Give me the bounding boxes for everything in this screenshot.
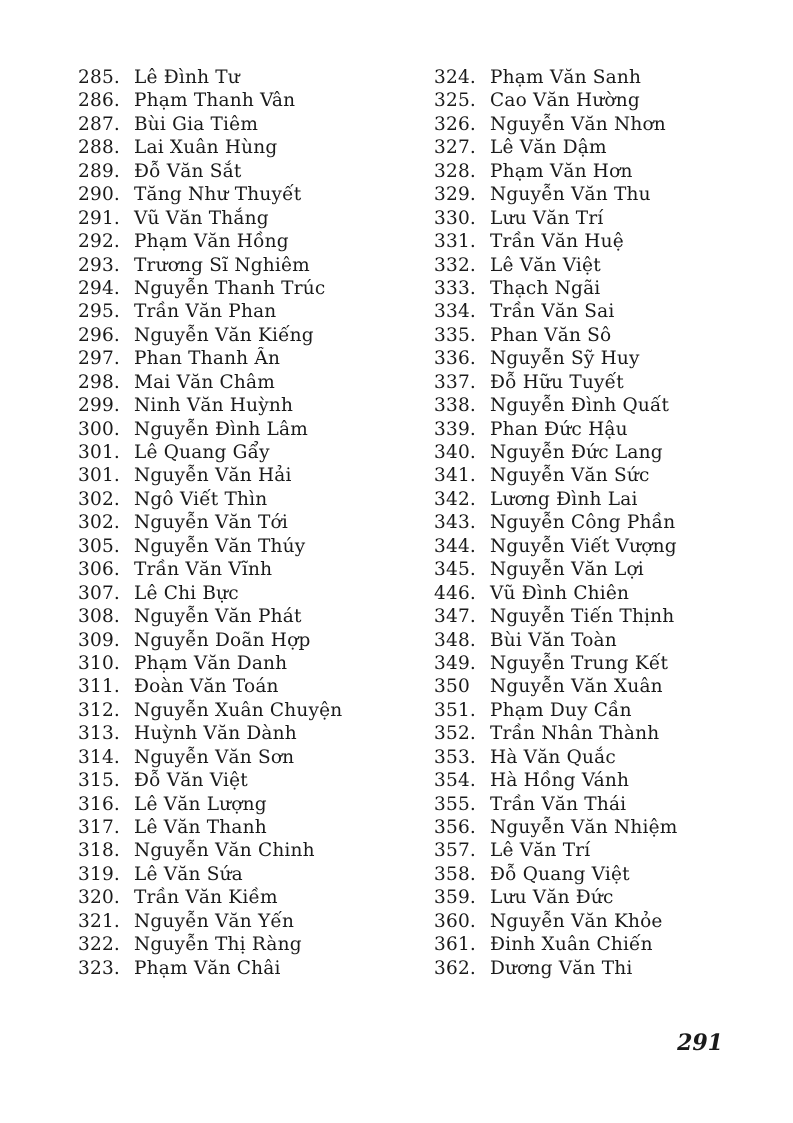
entry-number: 329. [434,184,476,206]
entry-number: 314. [78,746,120,768]
list-item [434,441,754,464]
list-item [78,933,408,956]
entry-number: 288. [78,137,120,159]
list-item [78,699,408,722]
entry-name: Phan Văn Sô [490,324,612,346]
entry-number: 308. [78,606,120,628]
entry-name: Đỗ Quang Việt [490,863,630,885]
list-item [434,957,754,980]
entry-name: Trần Văn Phan [134,301,277,323]
entry-name: Nguyễn Xuân Chuyện [134,699,343,721]
list-item [434,793,754,816]
entry-name: Hà Hồng Vánh [490,770,630,792]
entry-name: Nguyễn Thị Ràng [134,934,302,956]
list-item [434,535,754,558]
list-item [78,910,408,933]
entry-number: 348. [434,629,476,651]
list-item [434,66,754,89]
list-item [78,324,408,347]
entry-name: Phạm Thanh Vân [134,90,296,112]
list-item [78,230,408,253]
entry-number: 341. [434,465,476,487]
entry-name: Phạm Văn Hơn [490,160,633,182]
list-item [78,652,408,675]
list-item [434,183,754,206]
entry-number: 343. [434,512,476,534]
entry-name: Nguyễn Văn Chinh [134,840,315,862]
entry-name: Nguyễn Doãn Hợp [134,629,311,651]
list-item [78,207,408,230]
entry-number: 301. [78,465,120,487]
entry-number: 292. [78,231,120,253]
entry-number: 300. [78,418,120,440]
entry-name: Thạch Ngãi [490,277,601,299]
list-item [434,511,754,534]
entry-name: Lê Quang Gẩy [134,442,270,463]
entry-number: 312. [78,699,120,721]
entry-name: Lê Văn Việt [490,254,601,276]
entry-number: 350 [434,676,470,698]
entry-number: 362. [434,957,476,979]
list-item [434,488,754,511]
entry-name: Trần Văn Thái [490,793,627,815]
list-item [78,371,408,394]
entry-name: Nguyễn Văn Kiếng [134,324,314,346]
list-item [78,675,408,698]
entry-number: 340. [434,442,476,463]
entry-number: 309. [78,629,120,651]
entry-number: 328. [434,160,476,182]
list-item [434,582,754,605]
entry-name: Nguyễn Văn Lợi [490,559,644,581]
list-item [434,418,754,441]
entry-name: Nguyễn Văn Tới [134,512,288,534]
entry-name: Hà Văn Quắc [490,746,616,768]
entry-number: 344. [434,535,476,557]
list-item [78,347,408,370]
entry-number: 325. [434,90,476,112]
entry-number: 358. [434,863,476,885]
name-list-right [434,66,754,980]
list-item [434,652,754,675]
entry-number: 305. [78,535,120,557]
list-item [78,535,408,558]
entry-number: 355. [434,793,476,815]
entry-number: 318. [78,840,120,862]
entry-name: Đỗ Văn Sắt [134,160,242,182]
list-item [434,254,754,277]
list-item [434,136,754,159]
entry-name: Bùi Văn Toàn [490,629,617,651]
list-item [434,347,754,370]
entry-name: Lê Văn Thanh [134,817,267,838]
entry-name: Phạm Văn Hồng [134,231,289,253]
list-item [78,863,408,886]
list-item [78,511,408,534]
entry-number: 320. [78,887,120,909]
entry-name: Đỗ Văn Việt [134,770,248,792]
list-item [78,183,408,206]
entry-name: Trần Văn Sai [490,301,615,323]
list-item [78,488,408,511]
entry-number: 351. [434,699,476,721]
list-item [78,793,408,816]
entry-name: Lê Văn Trí [490,840,591,862]
list-item [78,418,408,441]
entry-number: 302. [78,488,120,510]
entry-number: 359. [434,887,476,909]
list-item [434,300,754,323]
list-item [434,910,754,933]
list-item [78,277,408,300]
list-item [434,371,754,394]
entry-name: Phan Đức Hậu [490,418,628,440]
entry-name: Nguyễn Đình Quất [490,395,670,417]
entry-name: Nguyễn Văn Sơn [134,746,295,768]
list-item [78,136,408,159]
entry-number: 327. [434,137,476,159]
entry-number: 326. [434,113,476,135]
list-item [78,300,408,323]
entry-name: Lai Xuân Hùng [134,137,278,159]
entry-number: 293. [78,254,120,276]
entry-name: Bùi Gia Tiêm [134,113,259,135]
list-item [434,277,754,300]
entry-number: 298. [78,371,120,393]
entry-name: Lưu Văn Trí [490,207,604,229]
entry-name: Nguyễn Trung Kết [490,652,669,674]
entry-number: 286. [78,90,120,112]
entry-number: 352. [434,723,476,745]
list-item [434,863,754,886]
entry-number: 335. [434,324,476,346]
entry-name: Lê Văn Sứa [134,863,243,885]
entry-name: Lưu Văn Đức [490,887,614,909]
entry-number: 321. [78,910,120,932]
entry-number: 291. [78,207,120,229]
entry-number: 294. [78,277,120,299]
list-item [434,89,754,112]
list-item [78,113,408,136]
entry-name: Nguyễn Tiến Thịnh [490,606,675,628]
list-item [434,933,754,956]
list-item [434,464,754,487]
entry-name: Tăng Như Thuyết [134,184,302,206]
entry-name: Phạm Văn Châi [134,957,281,979]
list-item [434,629,754,652]
entry-name: Lê Chi Bực [134,582,239,604]
entry-number: 446. [434,582,476,604]
entry-number: 337. [434,371,476,393]
entry-number: 317. [78,817,120,838]
list-item [434,230,754,253]
entry-number: 306. [78,559,120,581]
entry-name: Trần Văn Kiềm [134,887,278,909]
entry-number: 310. [78,652,120,674]
entry-name: Phạm Duy Cần [490,699,632,721]
list-item [434,886,754,909]
entry-name: Lương Đình Lai [490,488,638,510]
entry-number: 345. [434,559,476,581]
entry-name: Trần Nhân Thành [490,723,660,745]
entry-name: Nguyễn Văn Khỏe [490,910,663,932]
entry-name: Phạm Văn Sanh [490,67,642,88]
entry-number: 356. [434,817,476,838]
list-item [78,816,408,839]
list-item [78,886,408,909]
entry-name: Mai Văn Châm [134,371,275,393]
entry-number: 287. [78,113,120,135]
list-item [78,582,408,605]
entry-name: Trần Văn Huệ [490,231,624,253]
entry-number: 315. [78,770,120,792]
entry-name: Dương Văn Thi [490,957,633,979]
entry-number: 289. [78,160,120,182]
entry-name: Lê Văn Lượng [134,793,267,815]
entry-name: Lê Đình Tư [134,67,240,88]
entry-number: 342. [434,488,476,510]
entry-name: Lê Văn Dậm [490,137,607,159]
entry-name: Vũ Văn Thắng [134,207,269,229]
entry-name: Phạm Văn Danh [134,652,288,674]
entry-number: 354. [434,770,476,792]
list-item [434,769,754,792]
entry-number: 353. [434,746,476,768]
entry-number: 357. [434,840,476,862]
list-item [78,605,408,628]
entry-name: Phan Thanh Ấn [134,348,281,370]
list-item [78,464,408,487]
entry-name: Vũ Đình Chiên [490,582,630,604]
entry-number: 319. [78,863,120,885]
entry-name: Nguyễn Văn Nhiệm [490,817,678,838]
entry-number: 332. [434,254,476,276]
entry-number: 316. [78,793,120,815]
entry-name: Nguyễn Sỹ Huy [490,348,640,370]
entry-name: Trương Sĩ Nghiêm [134,254,310,276]
list-item [434,675,754,698]
list-item [78,160,408,183]
entry-number: 349. [434,652,476,674]
entry-number: 285. [78,67,120,88]
entry-name: Đinh Xuân Chiến [490,934,653,956]
list-item [78,394,408,417]
entry-number: 339. [434,418,476,440]
entry-name: Nguyễn Thanh Trúc [134,277,326,299]
entry-name: Nguyễn Đức Lang [490,442,663,463]
entry-name: Huỳnh Văn Dành [134,723,297,745]
entry-number: 338. [434,395,476,417]
entry-number: 361. [434,934,476,956]
entry-name: Nguyễn Văn Phát [134,606,302,628]
list-item [78,746,408,769]
list-item [78,558,408,581]
entry-name: Nguyễn Văn Thúy [134,535,306,557]
entry-number: 333. [434,277,476,299]
list-item [434,160,754,183]
list-item [434,746,754,769]
list-item [434,722,754,745]
list-item [78,722,408,745]
entry-name: Ngô Viết Thìn [134,488,268,510]
entry-number: 334. [434,301,476,323]
list-item [78,89,408,112]
entry-number: 290. [78,184,120,206]
entry-name: Nguyễn Đình Lâm [134,418,308,440]
entry-number: 330. [434,207,476,229]
list-item [78,254,408,277]
list-item [78,66,408,89]
entry-number: 336. [434,348,476,370]
list-item [78,629,408,652]
entry-name: Nguyễn Công Phần [490,512,676,534]
entry-name: Nguyễn Văn Sức [490,465,650,487]
entry-number: 302. [78,512,120,534]
list-item [434,113,754,136]
entry-number: 331. [434,231,476,253]
list-item [78,957,408,980]
list-item [434,605,754,628]
list-item [434,324,754,347]
entry-name: Nguyễn Văn Thu [490,184,651,206]
entry-number: 360. [434,910,476,932]
list-item [434,558,754,581]
entry-name: Nguyễn Văn Xuân [490,676,663,698]
page-number: 291 [677,1030,723,1056]
list-item [78,441,408,464]
entry-number: 347. [434,606,476,628]
entry-number: 313. [78,723,120,745]
list-item [78,839,408,862]
entry-name: Nguyễn Văn Nhơn [490,113,666,135]
list-item [434,207,754,230]
list-item [434,699,754,722]
entry-number: 324. [434,67,476,88]
entry-name: Ninh Văn Huỳnh [134,395,294,417]
list-item [434,839,754,862]
list-item [78,769,408,792]
entry-number: 301. [78,442,120,463]
entry-name: Nguyễn Viết Vượng [490,535,677,557]
entry-number: 307. [78,582,120,604]
entry-number: 296. [78,324,120,346]
entry-name: Nguyễn Văn Yến [134,910,295,932]
entry-name: Đỗ Hữu Tuyết [490,371,624,393]
entry-number: 297. [78,348,120,370]
entry-name: Đoàn Văn Toán [134,676,279,698]
list-item [434,394,754,417]
name-list-left [78,66,408,980]
entry-number: 311. [78,676,120,698]
entry-number: 299. [78,395,120,417]
entry-number: 322. [78,934,120,956]
list-item [434,816,754,839]
entry-name: Cao Văn Hường [490,90,640,112]
entry-name: Nguyễn Văn Hải [134,465,292,487]
entry-number: 295. [78,301,120,323]
entry-name: Trần Văn Vĩnh [134,559,273,581]
entry-number: 323. [78,957,120,979]
